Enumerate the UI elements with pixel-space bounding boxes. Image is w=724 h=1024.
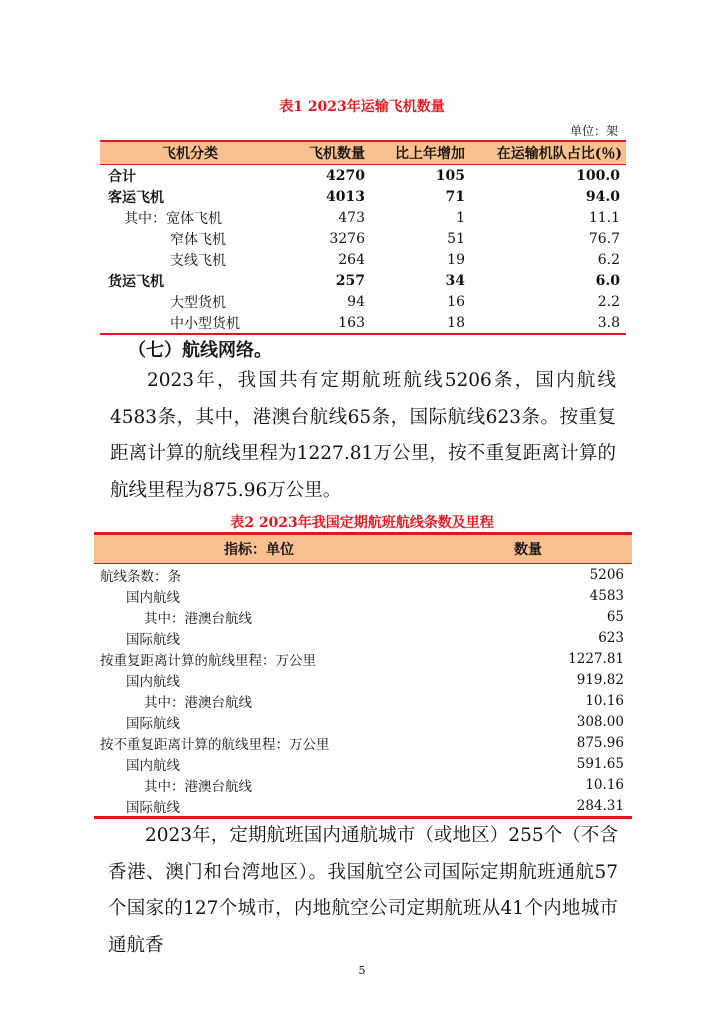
table2-header	[94, 534, 632, 564]
table1-unit: 单位：架	[569, 124, 618, 138]
table2-title: 表2 2023年我国定期航班航线条数及里程	[230, 515, 494, 531]
row-indicator: 国内航线	[126, 589, 180, 606]
table-row	[100, 207, 626, 228]
row-value: 623	[598, 629, 624, 646]
table2	[94, 532, 632, 819]
table-row	[94, 585, 632, 606]
table1-header	[100, 141, 626, 165]
table-row	[100, 228, 626, 249]
row-value: 284.31	[576, 797, 624, 814]
header-category: 飞机分类	[100, 141, 280, 165]
table-row	[94, 732, 632, 753]
row-indicator: 航线条数：条	[100, 568, 181, 585]
row-share: 76.7	[588, 230, 620, 247]
row-indicator: 其中：港澳台航线	[144, 694, 252, 711]
row-category: 其中：宽体飞机	[124, 210, 222, 227]
row-count: 4013	[326, 188, 365, 205]
table1	[100, 140, 626, 335]
row-share: 11.1	[588, 209, 620, 226]
row-value: 65	[606, 608, 624, 625]
page-number: 5	[358, 964, 366, 977]
row-indicator: 按不重复距离计算的航线里程：万公里	[100, 736, 330, 753]
table-row	[94, 627, 632, 648]
row-value: 308.00	[576, 713, 624, 730]
header-increase: 比上年增加	[365, 141, 465, 165]
row-share: 100.0	[576, 167, 620, 184]
table-row	[94, 711, 632, 732]
row-indicator: 国际航线	[126, 631, 180, 648]
row-indicator: 国内航线	[126, 673, 180, 690]
row-increase: 105	[435, 167, 465, 184]
row-increase: 71	[445, 188, 465, 205]
row-count: 3276	[329, 230, 365, 247]
paragraph-1: 2023年，我国共有定期航班航线5206条，国内航线4583条，其中，港澳台航线65条，国际航线623条。按重复距离计算的航线里程为1227.81万公里，按不重复距离计算的航线里程为875.96万公里。	[110, 370, 616, 501]
table1-title: 表1 2023年运输飞机数量	[279, 99, 445, 115]
table-row	[100, 312, 626, 334]
row-increase: 18	[447, 314, 465, 331]
row-category: 大型货机	[170, 294, 226, 311]
header-indicator: 指标：单位	[94, 534, 424, 564]
row-category: 货运飞机	[108, 273, 164, 290]
table-row	[94, 669, 632, 690]
table-row	[94, 774, 632, 795]
row-count: 94	[347, 293, 365, 310]
row-increase: 1	[456, 209, 465, 226]
row-indicator: 国内航线	[126, 757, 180, 774]
row-category: 合计	[108, 168, 136, 185]
row-indicator: 其中：港澳台航线	[144, 778, 252, 795]
row-share: 94.0	[585, 188, 620, 205]
table-row	[100, 291, 626, 312]
header-count: 飞机数量	[280, 141, 365, 165]
table-row	[100, 249, 626, 270]
row-value: 919.82	[576, 671, 624, 688]
row-value: 10.16	[585, 692, 624, 709]
table-row	[94, 795, 632, 818]
row-share: 6.2	[597, 251, 620, 268]
table-row	[100, 270, 626, 291]
header-value: 数量	[424, 534, 632, 564]
row-value: 10.16	[585, 776, 624, 793]
row-value: 875.96	[576, 734, 624, 751]
table-row	[94, 648, 632, 669]
row-value: 5206	[589, 566, 624, 583]
row-count: 264	[338, 251, 365, 268]
row-value: 591.65	[576, 755, 624, 772]
row-share: 2.2	[597, 293, 620, 310]
row-indicator: 国际航线	[126, 715, 180, 732]
row-category: 客运飞机	[108, 189, 164, 206]
row-count: 257	[335, 272, 365, 289]
row-increase: 19	[447, 251, 465, 268]
row-indicator: 按重复距离计算的航线里程：万公里	[100, 652, 316, 669]
row-increase: 16	[447, 293, 465, 310]
row-value: 4583	[589, 587, 624, 604]
row-share: 3.8	[597, 314, 620, 331]
row-value: 1227.81	[568, 650, 624, 667]
row-count: 163	[338, 314, 365, 331]
table-row	[100, 165, 626, 187]
row-count: 4270	[326, 167, 365, 184]
row-count: 473	[338, 209, 365, 226]
row-indicator: 其中：港澳台航线	[144, 610, 252, 627]
row-indicator: 国际航线	[126, 799, 180, 816]
row-category: 窄体飞机	[170, 231, 226, 248]
table-row	[94, 564, 632, 586]
header-share: 在运输机队占比(％)	[465, 141, 626, 165]
section-heading: （七）航线网络。	[128, 340, 272, 361]
table-row	[94, 753, 632, 774]
row-increase: 51	[447, 230, 465, 247]
row-increase: 34	[445, 272, 465, 289]
row-category: 中小型货机	[170, 315, 240, 332]
table-row	[94, 690, 632, 711]
paragraph-2: 2023年，定期航班国内通航城市（或地区）255个（不含香港、澳门和台湾地区）。我国航空公司国际定期航班通航57个国家的127个城市，内地航空公司定期航班从41个内地城市通航香	[108, 825, 618, 956]
table-row	[100, 186, 626, 207]
row-share: 6.0	[595, 272, 620, 289]
table-row	[94, 606, 632, 627]
row-category: 支线飞机	[170, 252, 226, 269]
